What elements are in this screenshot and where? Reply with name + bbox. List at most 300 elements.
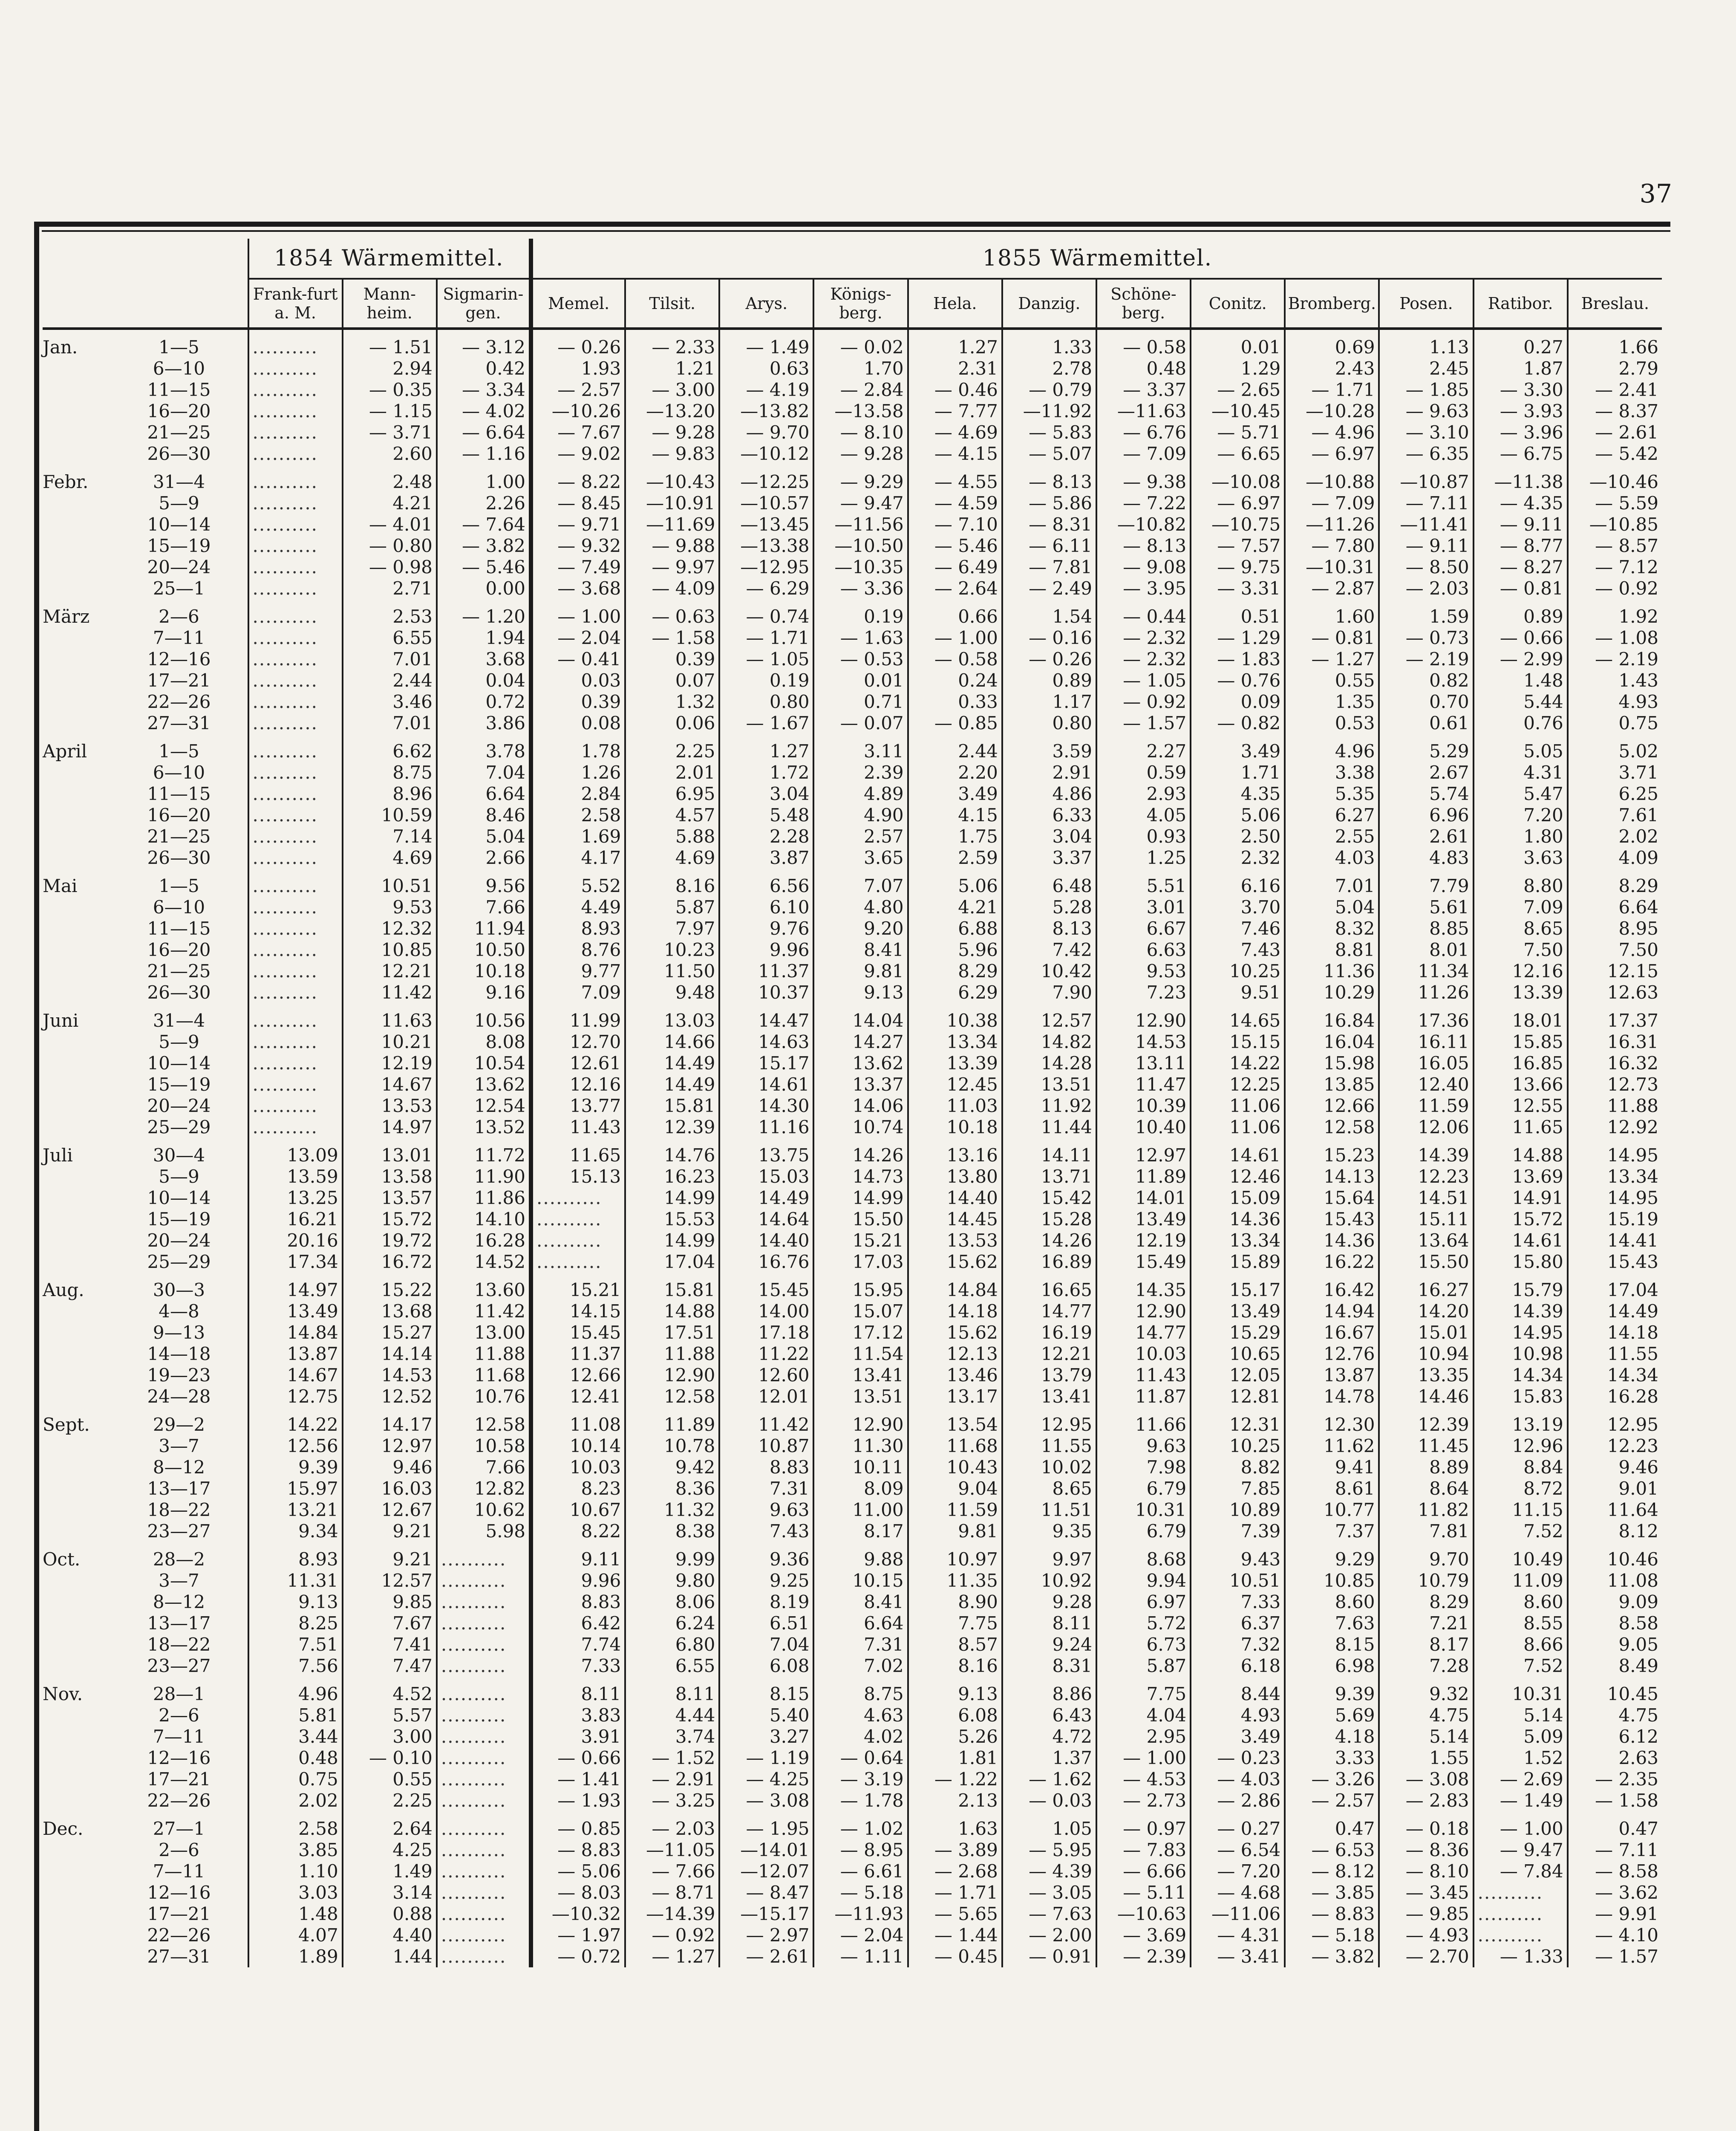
value-cell: — 5.18 <box>813 1882 908 1903</box>
value-cell: 0.82 <box>1379 670 1473 691</box>
value-cell: 5.44 <box>1474 691 1568 713</box>
value-cell: 2.57 <box>813 826 908 847</box>
value-cell: 0.01 <box>813 670 908 691</box>
value-cell: 14.01 <box>1096 1187 1191 1209</box>
value-cell: 14.84 <box>248 1322 343 1343</box>
value-cell: — 8.37 <box>1568 401 1662 422</box>
value-cell: 13.17 <box>908 1386 1002 1407</box>
station-header: Danzig. <box>1002 279 1096 329</box>
value-cell: 0.93 <box>1096 826 1191 847</box>
value-cell: 10.25 <box>1191 961 1285 982</box>
value-cell: — 4.93 <box>1379 1925 1473 1946</box>
value-cell: — 0.85 <box>908 713 1002 734</box>
value-cell: 1.17 <box>1002 691 1096 713</box>
table-row <box>43 1386 1662 1407</box>
value-cell: 2.93 <box>1096 783 1191 805</box>
date-range: 30—3 <box>153 1279 205 1300</box>
value-cell: 1.78 <box>531 734 625 762</box>
table-row <box>43 1769 1662 1790</box>
value-cell: 13.64 <box>1379 1230 1473 1251</box>
value-cell: —11.92 <box>1002 401 1096 422</box>
value-cell: — 9.11 <box>1379 535 1473 557</box>
value-cell: 8.83 <box>531 1591 625 1613</box>
value-cell: — 5.07 <box>1002 443 1096 465</box>
value-cell: 13.68 <box>343 1301 437 1322</box>
value-cell: — 6.11 <box>1002 535 1096 557</box>
value-cell: 0.27 <box>1474 329 1568 358</box>
value-cell: — 8.45 <box>531 493 625 514</box>
value-cell: 8.23 <box>531 1478 625 1499</box>
value-cell: 11.65 <box>1474 1117 1568 1138</box>
value-cell: 14.88 <box>625 1301 719 1322</box>
group-header-1855: 1855 Wärmemittel. <box>531 239 1662 279</box>
date-range: 16—20 <box>147 805 211 826</box>
value-cell: 6.25 <box>1568 783 1662 805</box>
value-cell: .......... <box>248 401 343 422</box>
value-cell: 12.23 <box>1379 1166 1473 1187</box>
value-cell: .......... <box>437 1903 531 1925</box>
value-cell: — 4.10 <box>1568 1925 1662 1946</box>
value-cell: 9.20 <box>813 918 908 939</box>
table-row <box>43 1230 1662 1251</box>
value-cell: 14.67 <box>343 1074 437 1095</box>
value-cell: 15.45 <box>531 1322 625 1343</box>
value-cell: 6.27 <box>1285 805 1379 826</box>
table-row <box>43 1251 1662 1273</box>
value-cell: 6.63 <box>1096 939 1191 961</box>
date-cell <box>43 1726 248 1747</box>
value-cell: 1.33 <box>1002 329 1096 358</box>
value-cell: 11.90 <box>437 1166 531 1187</box>
value-cell: 0.70 <box>1379 691 1473 713</box>
value-cell: 17.04 <box>1568 1273 1662 1301</box>
value-cell: 7.67 <box>343 1613 437 1634</box>
value-cell: 8.36 <box>625 1478 719 1499</box>
value-cell: — 1.44 <box>908 1925 1002 1946</box>
value-cell: — 2.33 <box>625 329 719 358</box>
value-cell: .......... <box>437 1705 531 1726</box>
value-cell: 13.58 <box>343 1166 437 1187</box>
value-cell: — 6.61 <box>813 1861 908 1882</box>
value-cell: 11.37 <box>531 1343 625 1365</box>
value-cell: — 1.16 <box>437 443 531 465</box>
value-cell: 8.60 <box>1474 1591 1568 1613</box>
value-cell: 1.80 <box>1474 826 1568 847</box>
value-cell: 8.89 <box>1379 1457 1473 1478</box>
value-cell: 6.18 <box>1191 1655 1285 1677</box>
value-cell: — 9.63 <box>1379 401 1473 422</box>
value-cell: 6.73 <box>1096 1634 1191 1655</box>
value-cell: 11.22 <box>719 1343 813 1365</box>
value-cell: 7.56 <box>248 1655 343 1677</box>
value-cell: 12.23 <box>1568 1435 1662 1457</box>
value-cell: 12.25 <box>1191 1074 1285 1095</box>
value-cell: 2.48 <box>343 465 437 493</box>
value-cell: 1.49 <box>343 1861 437 1882</box>
value-cell: 5.14 <box>1379 1726 1473 1747</box>
value-cell: 14.36 <box>1285 1230 1379 1251</box>
date-cell <box>43 1117 248 1138</box>
value-cell: — 2.73 <box>1096 1790 1191 1811</box>
table-row <box>43 1677 1662 1705</box>
value-cell: —13.20 <box>625 401 719 422</box>
value-cell: 8.11 <box>625 1677 719 1705</box>
value-cell: 14.49 <box>625 1074 719 1095</box>
value-cell: 16.84 <box>1285 1003 1379 1031</box>
table-row <box>43 1521 1662 1542</box>
value-cell: 14.18 <box>1568 1322 1662 1343</box>
value-cell: — 3.82 <box>437 535 531 557</box>
value-cell: 11.06 <box>1191 1095 1285 1117</box>
value-cell: 15.98 <box>1285 1053 1379 1074</box>
value-cell: — 8.10 <box>813 422 908 443</box>
value-cell: 12.21 <box>1002 1343 1096 1365</box>
value-cell: — 7.22 <box>1096 493 1191 514</box>
value-cell: 9.76 <box>719 918 813 939</box>
value-cell: — 3.08 <box>1379 1769 1473 1790</box>
table-row <box>43 649 1662 670</box>
value-cell: — 8.47 <box>719 1882 813 1903</box>
value-cell: — 3.93 <box>1474 401 1568 422</box>
table-row <box>43 465 1662 493</box>
value-cell: 14.99 <box>813 1187 908 1209</box>
value-cell: 11.08 <box>1568 1570 1662 1591</box>
value-cell: 3.85 <box>248 1839 343 1861</box>
value-cell: 1.43 <box>1568 670 1662 691</box>
value-cell: 2.39 <box>813 762 908 783</box>
value-cell: 6.29 <box>908 982 1002 1003</box>
value-cell: — 2.91 <box>625 1769 719 1790</box>
value-cell: 1.71 <box>1191 762 1285 783</box>
value-cell: 17.03 <box>813 1251 908 1273</box>
value-cell: 11.68 <box>908 1435 1002 1457</box>
value-cell: 9.56 <box>437 869 531 897</box>
value-cell: — 1.33 <box>1474 1946 1568 1967</box>
value-cell: — 7.10 <box>908 514 1002 535</box>
value-cell: 5.26 <box>908 1726 1002 1747</box>
value-cell: — 1.62 <box>1002 1769 1096 1790</box>
value-cell: — 0.18 <box>1379 1811 1473 1839</box>
value-cell: — 1.97 <box>531 1925 625 1946</box>
value-cell: — 0.46 <box>908 379 1002 401</box>
value-cell: — 3.00 <box>625 379 719 401</box>
value-cell: 14.18 <box>908 1301 1002 1322</box>
value-cell: —13.38 <box>719 535 813 557</box>
month-label: Oct. <box>43 1549 81 1570</box>
value-cell: 1.94 <box>437 627 531 649</box>
value-cell: 7.01 <box>343 713 437 734</box>
value-cell: 13.62 <box>813 1053 908 1074</box>
value-cell: 14.61 <box>1474 1230 1568 1251</box>
value-cell: 14.99 <box>625 1230 719 1251</box>
value-cell: 12.06 <box>1379 1117 1473 1138</box>
value-cell: 7.33 <box>1191 1591 1285 1613</box>
value-cell: 5.09 <box>1474 1726 1568 1747</box>
value-cell: — 6.75 <box>1474 443 1568 465</box>
date-range: 21—25 <box>147 826 211 847</box>
value-cell: 9.29 <box>1285 1542 1379 1570</box>
value-cell: .......... <box>437 1861 531 1882</box>
date-range: 2—6 <box>159 1839 199 1860</box>
date-range: 11—15 <box>147 918 211 939</box>
value-cell: — 3.19 <box>813 1769 908 1790</box>
value-cell: — 1.49 <box>719 329 813 358</box>
value-cell: 14.73 <box>813 1166 908 1187</box>
value-cell: 15.62 <box>908 1251 1002 1273</box>
value-cell: 2.71 <box>343 578 437 599</box>
value-cell: 9.81 <box>813 961 908 982</box>
value-cell: 9.81 <box>908 1521 1002 1542</box>
table-row <box>43 1705 1662 1726</box>
value-cell: 9.36 <box>719 1542 813 1570</box>
value-cell: .......... <box>1474 1882 1568 1903</box>
value-cell: 7.75 <box>1096 1677 1191 1705</box>
value-cell: 7.50 <box>1474 939 1568 961</box>
value-cell: 12.05 <box>1191 1365 1285 1386</box>
value-cell: 14.82 <box>1002 1031 1096 1053</box>
value-cell: — 2.39 <box>1096 1946 1191 1967</box>
value-cell: — 6.66 <box>1096 1861 1191 1882</box>
value-cell: 13.87 <box>248 1343 343 1365</box>
value-cell: 12.90 <box>813 1407 908 1435</box>
value-cell: 17.51 <box>625 1322 719 1343</box>
value-cell: 9.48 <box>625 982 719 1003</box>
value-cell: 13.49 <box>1191 1301 1285 1322</box>
table-row <box>43 1655 1662 1677</box>
month-label: Sept. <box>43 1414 90 1435</box>
value-cell: 10.02 <box>1002 1457 1096 1478</box>
value-cell: 12.41 <box>531 1386 625 1407</box>
value-cell: .......... <box>248 897 343 918</box>
value-cell: — 0.74 <box>719 599 813 627</box>
value-cell: 4.80 <box>813 897 908 918</box>
value-cell: 13.39 <box>1474 982 1568 1003</box>
value-cell: 6.55 <box>625 1655 719 1677</box>
value-cell: —11.06 <box>1191 1903 1285 1925</box>
value-cell: — 3.05 <box>1002 1882 1096 1903</box>
value-cell: .......... <box>248 1074 343 1095</box>
value-cell: 16.03 <box>343 1478 437 1499</box>
value-cell: — 3.71 <box>343 422 437 443</box>
value-cell: — 8.03 <box>531 1882 625 1903</box>
value-cell: .......... <box>248 557 343 578</box>
value-cell: —15.17 <box>719 1903 813 1925</box>
value-cell: 11.35 <box>908 1570 1002 1591</box>
value-cell: 14.78 <box>1285 1386 1379 1407</box>
value-cell: — 0.72 <box>531 1946 625 1967</box>
table-row <box>43 1542 1662 1570</box>
value-cell: .......... <box>248 578 343 599</box>
value-cell: 12.55 <box>1474 1095 1568 1117</box>
value-cell: 12.63 <box>1568 982 1662 1003</box>
value-cell: 8.65 <box>1474 918 1568 939</box>
date-range: 1—5 <box>159 875 199 896</box>
date-cell <box>43 514 248 535</box>
value-cell: 13.03 <box>625 1003 719 1031</box>
value-cell: 3.49 <box>1191 1726 1285 1747</box>
value-cell: — 3.62 <box>1568 1882 1662 1903</box>
value-cell: — 6.97 <box>1191 493 1285 514</box>
table-row <box>43 329 1662 358</box>
value-cell: 6.64 <box>813 1613 908 1634</box>
value-cell: 12.90 <box>625 1365 719 1386</box>
value-cell: .......... <box>531 1209 625 1230</box>
date-range: 6—10 <box>153 358 205 379</box>
value-cell: — 0.41 <box>531 649 625 670</box>
table-row <box>43 1407 1662 1435</box>
value-cell: 7.39 <box>1191 1521 1285 1542</box>
value-cell: 3.68 <box>437 649 531 670</box>
value-cell: 13.52 <box>437 1117 531 1138</box>
value-cell: 1.48 <box>248 1903 343 1925</box>
value-cell: 10.74 <box>813 1117 908 1138</box>
date-range: 9—13 <box>153 1322 205 1343</box>
value-cell: — 3.36 <box>813 578 908 599</box>
value-cell: 3.11 <box>813 734 908 762</box>
value-cell: 11.94 <box>437 918 531 939</box>
value-cell: —11.69 <box>625 514 719 535</box>
value-cell: 11.55 <box>1568 1343 1662 1365</box>
value-cell: 14.61 <box>1191 1138 1285 1166</box>
value-cell: —10.50 <box>813 535 908 557</box>
table-row <box>43 939 1662 961</box>
date-cell <box>43 1634 248 1655</box>
value-cell: — 1.27 <box>1285 649 1379 670</box>
value-cell: 12.70 <box>531 1031 625 1053</box>
value-cell: 12.01 <box>719 1386 813 1407</box>
table-row <box>43 514 1662 535</box>
value-cell: —13.58 <box>813 401 908 422</box>
value-cell: 7.43 <box>719 1521 813 1542</box>
value-cell: 17.04 <box>625 1251 719 1273</box>
date-range: 7—11 <box>153 1726 205 1747</box>
value-cell: 0.51 <box>1191 599 1285 627</box>
value-cell: — 2.64 <box>908 578 1002 599</box>
date-cell <box>43 961 248 982</box>
value-cell: 6.37 <box>1191 1613 1285 1634</box>
date-cell <box>43 897 248 918</box>
value-cell: 1.87 <box>1474 358 1568 379</box>
value-cell: — 7.63 <box>1002 1903 1096 1925</box>
value-cell: 1.21 <box>625 358 719 379</box>
date-range: 15—19 <box>147 535 211 556</box>
value-cell: 11.99 <box>531 1003 625 1031</box>
value-cell: 18.01 <box>1474 1003 1568 1031</box>
value-cell: 9.96 <box>719 939 813 961</box>
value-cell: —10.57 <box>719 493 813 514</box>
date-cell <box>43 939 248 961</box>
table-row <box>43 1811 1662 1839</box>
value-cell: 2.25 <box>625 734 719 762</box>
value-cell: 5.47 <box>1474 783 1568 805</box>
value-cell: 1.55 <box>1379 1747 1473 1769</box>
date-range: 30—4 <box>153 1145 205 1166</box>
value-cell: .......... <box>437 1634 531 1655</box>
date-cell <box>43 670 248 691</box>
value-cell: 4.63 <box>813 1705 908 1726</box>
value-cell: 2.63 <box>1568 1747 1662 1769</box>
value-cell: 13.01 <box>343 1138 437 1166</box>
value-cell: — 7.83 <box>1096 1839 1191 1861</box>
value-cell: 11.32 <box>625 1499 719 1521</box>
value-cell: 14.15 <box>531 1301 625 1322</box>
date-cell <box>43 1882 248 1903</box>
value-cell: — 2.84 <box>813 379 908 401</box>
value-cell: 4.09 <box>1568 847 1662 869</box>
value-cell: 5.74 <box>1379 783 1473 805</box>
value-cell: 10.62 <box>437 1499 531 1521</box>
value-cell: 8.95 <box>1568 918 1662 939</box>
value-cell: — 7.11 <box>1568 1839 1662 1861</box>
table-row <box>43 1187 1662 1209</box>
value-cell: 5.02 <box>1568 734 1662 762</box>
date-cell <box>43 1903 248 1925</box>
value-cell: — 1.27 <box>625 1946 719 1967</box>
value-cell: .......... <box>248 649 343 670</box>
table-row <box>43 599 1662 627</box>
value-cell: 8.55 <box>1474 1613 1568 1634</box>
value-cell: — 1.00 <box>531 599 625 627</box>
value-cell: 11.54 <box>813 1343 908 1365</box>
value-cell: — 9.71 <box>531 514 625 535</box>
value-cell: — 8.13 <box>1002 465 1096 493</box>
value-cell: 16.85 <box>1474 1053 1568 1074</box>
value-cell: 14.39 <box>1379 1138 1473 1166</box>
value-cell: 6.24 <box>625 1613 719 1634</box>
value-cell: 8.85 <box>1379 918 1473 939</box>
date-range: 13—17 <box>147 1613 211 1634</box>
value-cell: — 2.57 <box>1285 1790 1379 1811</box>
value-cell: 9.94 <box>1096 1570 1191 1591</box>
value-cell: 1.63 <box>908 1811 1002 1839</box>
value-cell: 10.18 <box>908 1117 1002 1138</box>
value-cell: 12.81 <box>1191 1386 1285 1407</box>
station-header: Hela. <box>908 279 1002 329</box>
value-cell: — 5.46 <box>908 535 1002 557</box>
value-cell: 9.63 <box>719 1499 813 1521</box>
value-cell: 14.30 <box>719 1095 813 1117</box>
value-cell: 2.55 <box>1285 826 1379 847</box>
date-cell <box>43 1478 248 1499</box>
value-cell: 12.57 <box>343 1570 437 1591</box>
value-cell: .......... <box>248 1031 343 1053</box>
table-row <box>43 805 1662 826</box>
date-range: 27—31 <box>147 1946 211 1967</box>
value-cell: — 4.02 <box>437 401 531 422</box>
value-cell: — 0.81 <box>1285 627 1379 649</box>
value-cell: 10.40 <box>1096 1117 1191 1138</box>
value-cell: .......... <box>437 1542 531 1570</box>
value-cell: — 2.57 <box>531 379 625 401</box>
value-cell: 13.37 <box>813 1074 908 1095</box>
value-cell: 12.16 <box>531 1074 625 1095</box>
value-cell: — 6.35 <box>1379 443 1473 465</box>
value-cell: 2.45 <box>1379 358 1473 379</box>
value-cell: 4.52 <box>343 1677 437 1705</box>
value-cell: 9.21 <box>343 1521 437 1542</box>
value-cell: 14.67 <box>248 1365 343 1386</box>
table-row <box>43 401 1662 422</box>
date-range: 19—23 <box>147 1365 211 1386</box>
value-cell: 11.88 <box>437 1343 531 1365</box>
value-cell: 7.79 <box>1379 869 1473 897</box>
table-row <box>43 1882 1662 1903</box>
value-cell: .......... <box>248 847 343 869</box>
value-cell: 5.06 <box>1191 805 1285 826</box>
date-range: 20—24 <box>147 1230 211 1251</box>
value-cell: 5.04 <box>1285 897 1379 918</box>
value-cell: — 8.58 <box>1568 1861 1662 1882</box>
